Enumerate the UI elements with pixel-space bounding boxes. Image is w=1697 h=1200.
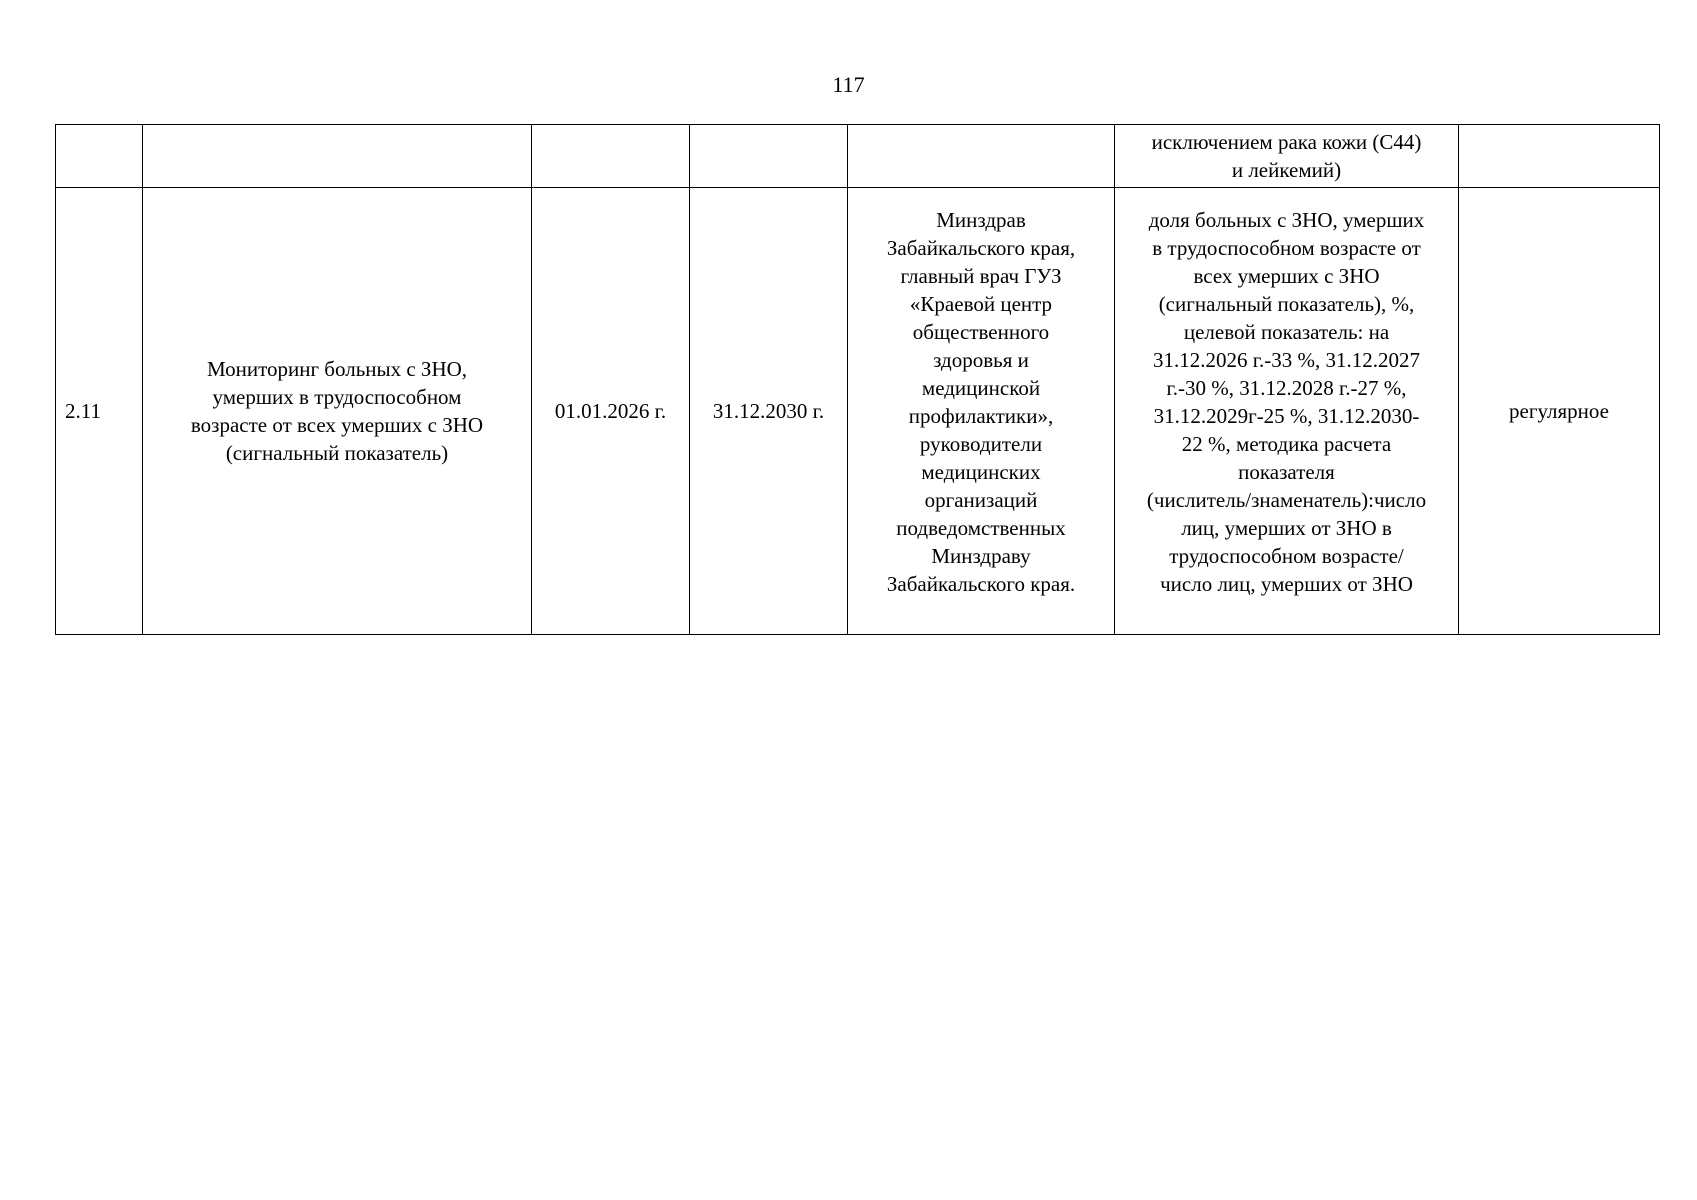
indicator-line: доля больных с ЗНО, умерших bbox=[1148, 208, 1425, 232]
responsible-line: Забайкальского края, bbox=[886, 236, 1076, 260]
measure-name-line: (сигнальный показатель) bbox=[225, 441, 449, 465]
cell-end-date: 31.12.2030 г. bbox=[690, 188, 848, 635]
responsible-line: Минздраву bbox=[931, 544, 1031, 568]
responsible-line: медицинской bbox=[921, 376, 1041, 400]
indicator-line: в трудоспособном возрасте от bbox=[1152, 236, 1421, 260]
responsible-line: организаций bbox=[924, 488, 1038, 512]
indicator-line: трудоспособном возрасте/ bbox=[1169, 544, 1404, 568]
measures-table bbox=[55, 124, 1660, 635]
indicator-line: показателя bbox=[1238, 460, 1335, 484]
indicator-line: 31.12.2029г-25 %, 31.12.2030- bbox=[1153, 404, 1420, 428]
indicator-line: число лиц, умерших от ЗНО bbox=[1160, 572, 1413, 596]
cell-name-empty bbox=[143, 125, 532, 188]
indicator-line: всех умерших с ЗНО bbox=[1193, 264, 1380, 288]
measure-name-line: Мониторинг больных с ЗНО, bbox=[206, 357, 468, 381]
indicator-line: 31.12.2026 г.-33 %, 31.12.2027 bbox=[1153, 348, 1420, 372]
measure-name-line: умерших в трудоспособном bbox=[212, 385, 462, 409]
indicator-line: целевой показатель: на bbox=[1183, 320, 1390, 344]
indicator-line: (числитель/знаменатель):число bbox=[1146, 488, 1427, 512]
responsible-line: медицинских bbox=[921, 460, 1041, 484]
responsible-line: руководители bbox=[919, 432, 1043, 456]
indicator-line: г.-30 %, 31.12.2028 г.-27 %, bbox=[1166, 376, 1407, 400]
cell-end-empty bbox=[690, 125, 848, 188]
cell-frequency-empty bbox=[1459, 125, 1660, 188]
responsible-line: «Краевой центр bbox=[909, 292, 1053, 316]
responsible-line: здоровья и bbox=[933, 348, 1029, 372]
cell-indicator-continuation bbox=[1115, 125, 1459, 188]
responsible-line: Забайкальского края. bbox=[886, 572, 1076, 596]
cell-start-empty bbox=[532, 125, 690, 188]
cell-responsible bbox=[848, 188, 1115, 635]
table-row-continuation bbox=[56, 125, 1660, 188]
cell-frequency: регулярное bbox=[1459, 188, 1660, 635]
cell-start-date: 01.01.2026 г. bbox=[532, 188, 690, 635]
cell-number: 2.11 bbox=[56, 188, 143, 635]
indicator-continuation-line: исключением рака кожи (С44) bbox=[1151, 130, 1422, 154]
measure-name-line: возрасте от всех умерших с ЗНО bbox=[190, 413, 484, 437]
cell-measure-name bbox=[143, 188, 532, 635]
page-number: 117 bbox=[832, 72, 865, 97]
cell-responsible-empty bbox=[848, 125, 1115, 188]
responsible-line: подведомственных bbox=[896, 516, 1066, 540]
responsible-line: Минздрав bbox=[936, 208, 1026, 232]
indicator-line: 22 %, методика расчета bbox=[1181, 432, 1392, 456]
table-row-2-11 bbox=[56, 188, 1660, 635]
indicator-line: (сигнальный показатель), %, bbox=[1158, 292, 1415, 316]
responsible-line: главный врач ГУЗ bbox=[900, 264, 1062, 288]
indicator-line: лиц, умерших от ЗНО в bbox=[1181, 516, 1392, 540]
cell-number-empty bbox=[56, 125, 143, 188]
cell-indicator bbox=[1115, 188, 1459, 635]
responsible-line: общественного bbox=[912, 320, 1050, 344]
indicator-continuation-line: и лейкемий) bbox=[1231, 158, 1342, 182]
responsible-line: профилактики», bbox=[908, 404, 1054, 428]
